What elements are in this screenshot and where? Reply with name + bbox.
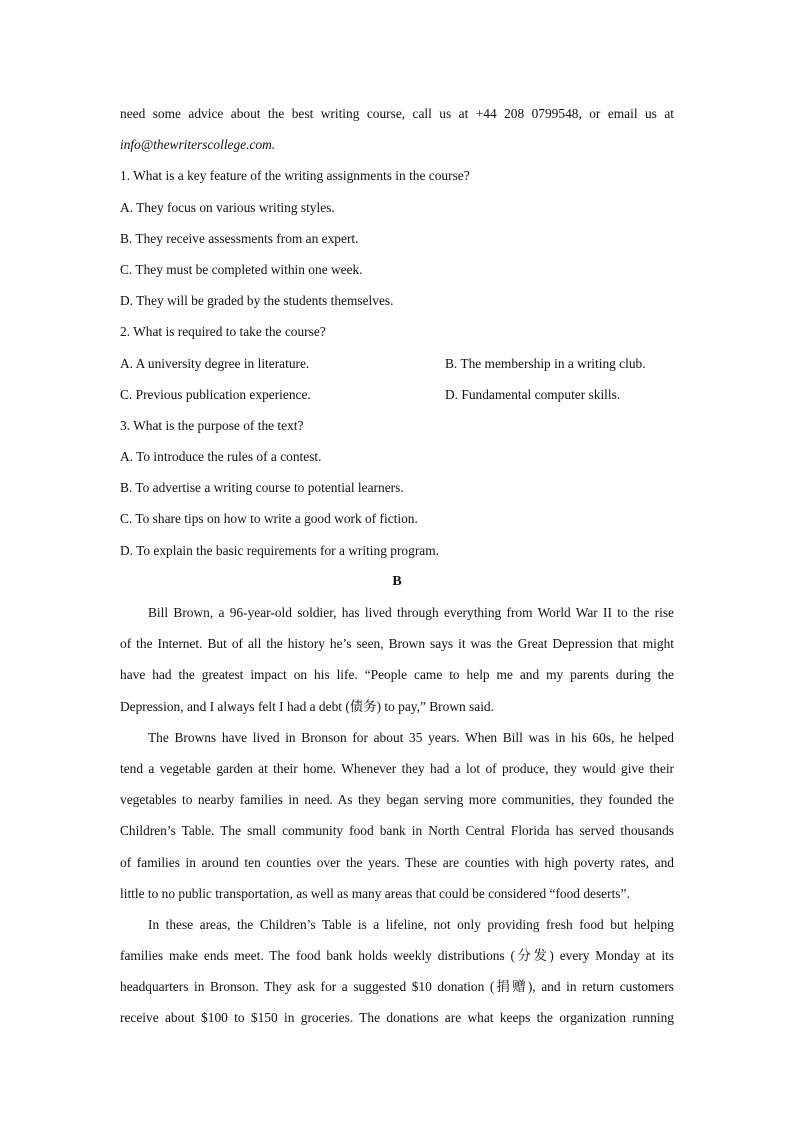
paragraph-1-line: have had the greatest impact on his life. “People came to help me and my parents during the bbox=[120, 667, 674, 683]
question-2-options-row-1 bbox=[120, 348, 674, 379]
paragraph-2-line: The Browns have lived in Bronson for about 35 years. When Bill was in his 60s, he helped bbox=[148, 729, 674, 745]
question-3-option-c: C. To share tips on how to write a good work of fiction. bbox=[120, 511, 418, 527]
question-3-option-d: D. To explain the basic requirements for a writing program. bbox=[120, 542, 439, 558]
paragraph-2-line: Children’s Table. The small community food bank in North Central Florida has served thousands bbox=[120, 823, 674, 839]
question-2-option-a: A. A university degree in literature. bbox=[120, 355, 310, 371]
question-3-option-b: B. To advertise a writing course to potential learners. bbox=[120, 480, 404, 496]
question-3-option-a: A. To introduce the rules of a contest. bbox=[120, 449, 322, 465]
paragraph-1-line: of the Internet. But of all the history he’s seen, Brown says it was the Great Depression that might bbox=[120, 636, 674, 652]
question-3-stem: 3. What is the purpose of the text? bbox=[120, 417, 304, 433]
paragraph-1-line: Bill Brown, a 96-year-old soldier, has lived through everything from World War II to the rise bbox=[148, 605, 674, 620]
paragraph-2-line: little to no public transportation, as well as many areas that could be considered “food deserts”. bbox=[120, 885, 630, 901]
section-heading: B bbox=[392, 573, 402, 589]
question-2-stem: 2. What is required to take the course? bbox=[120, 324, 326, 340]
question-1-option-d: D. They will be graded by the students themselves. bbox=[120, 293, 394, 309]
paragraph-3-line: families make ends meet. The food bank holds weekly distributions (分发) every Monday at its bbox=[120, 948, 674, 964]
question-2-options-row-2 bbox=[120, 379, 674, 410]
paragraph-2-line: tend a vegetable garden at their home. Whenever they had a lot of produce, they would give their bbox=[120, 760, 674, 776]
question-1-option-b: B. They receive assessments from an expert. bbox=[120, 230, 359, 246]
question-2-option-b: B. The membership in a writing club. bbox=[445, 355, 646, 371]
paragraph-2-line: of families in around ten counties over the years. These are counties with high poverty rates, and bbox=[120, 854, 674, 870]
paragraph-2-line: vegetables to nearby families in need. As they began serving more communities, they founded the bbox=[120, 792, 674, 808]
question-1-option-a: A. They focus on various writing styles. bbox=[120, 199, 335, 215]
contact-email: info@thewriterscollege.com. bbox=[120, 137, 276, 153]
document-page bbox=[120, 98, 674, 1034]
question-1-option-c: C. They must be completed within one week. bbox=[120, 261, 363, 277]
paragraph-3-line: receive about $100 to $150 in groceries. The donations are what keeps the organization running bbox=[120, 1010, 674, 1026]
paragraph-1-line: Depression, and I always felt I had a debt (债务) to pay,” Brown said. bbox=[120, 698, 494, 714]
paragraph-3-line: In these areas, the Children’s Table is a lifeline, not only providing fresh food but helping bbox=[148, 916, 674, 932]
paragraph-3-line: headquarters in Bronson. They ask for a suggested $10 donation (捐赠), and in return customers bbox=[120, 979, 674, 995]
question-2-option-c: C. Previous publication experience. bbox=[120, 386, 311, 402]
question-1-stem: 1. What is a key feature of the writing assignments in the course? bbox=[120, 168, 470, 184]
question-2-option-d: D. Fundamental computer skills. bbox=[445, 386, 621, 402]
intro-line: need some advice about the best writing course, call us at +44 208 0799548, or email us at bbox=[120, 106, 674, 121]
